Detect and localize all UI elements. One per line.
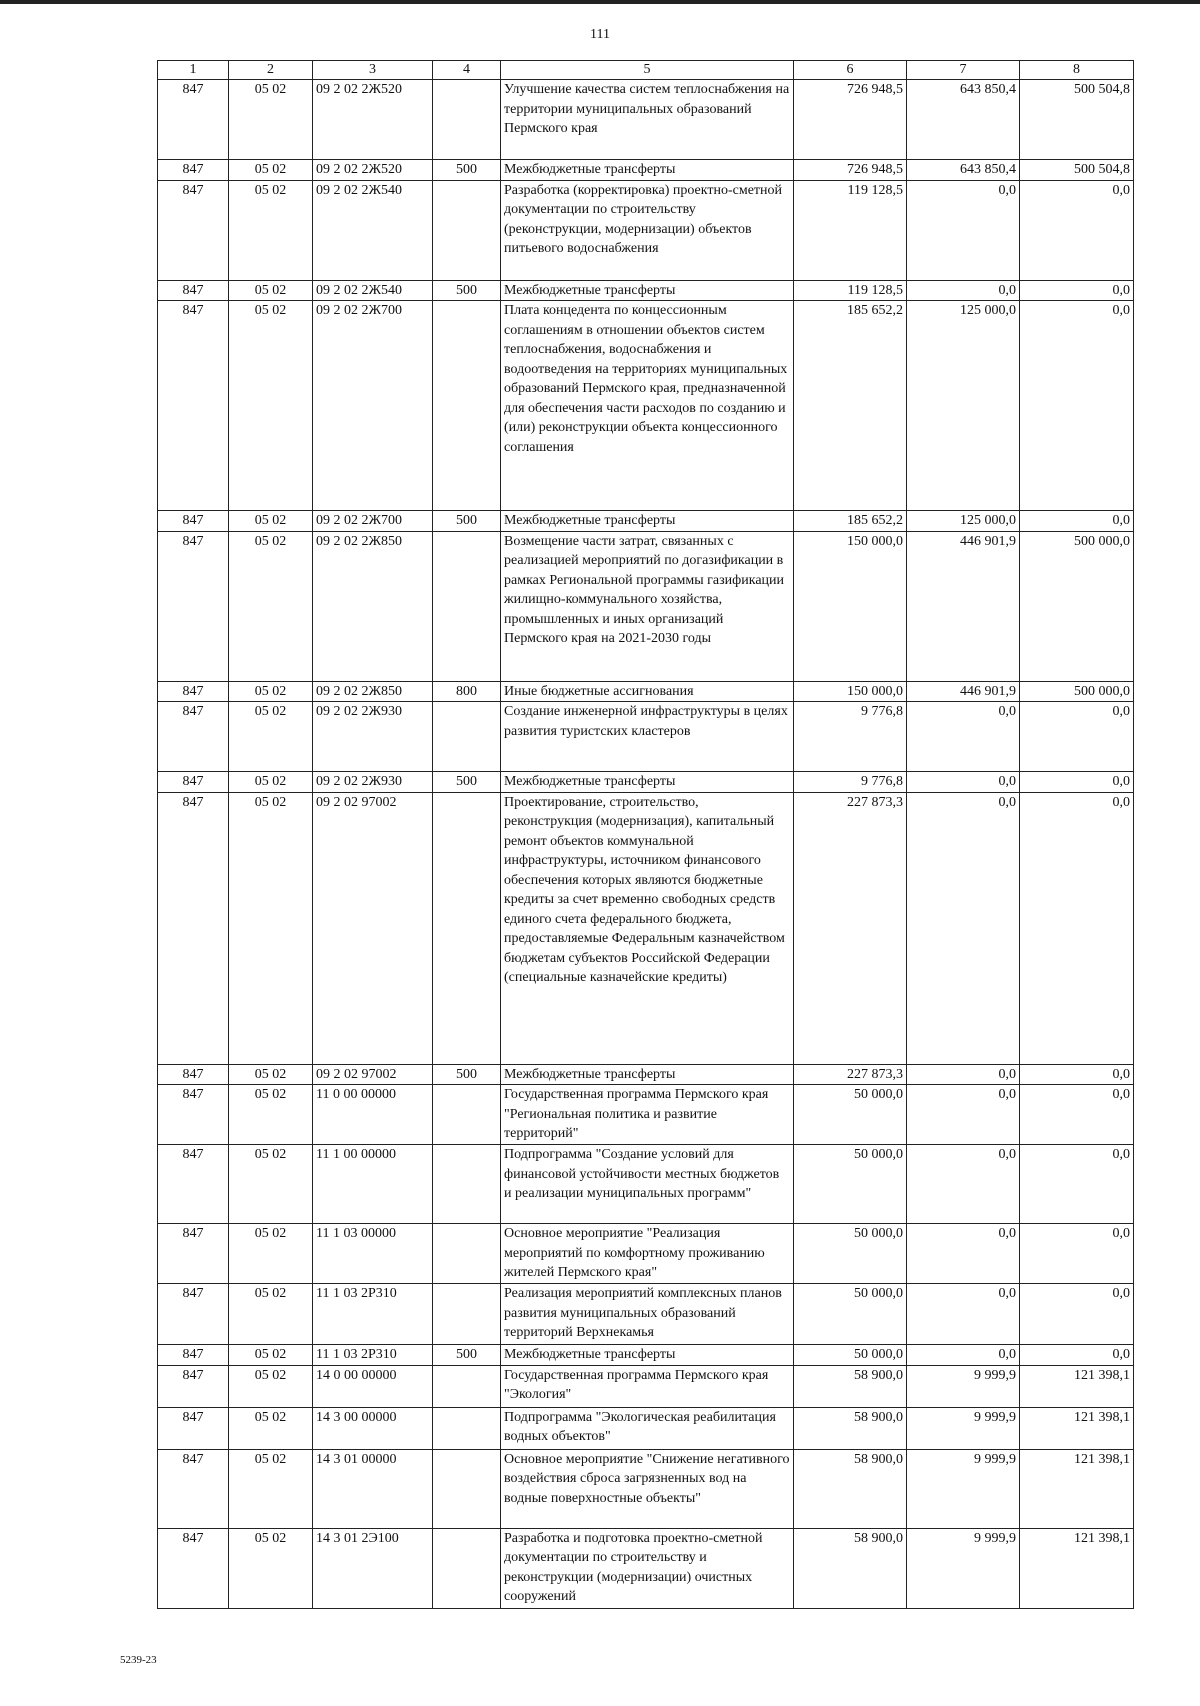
- description-cell: Межбюджетные трансферты: [501, 160, 794, 181]
- chapter-code-cell: 847: [158, 772, 229, 793]
- table-row: [158, 280, 1134, 301]
- amount-cell-col6: 50 000,0: [794, 1224, 907, 1284]
- description-cell: Подпрограмма "Создание условий для финансовой устойчивости местных бюджетов и реализации муниципальных программ": [501, 1145, 794, 1224]
- chapter-code-cell: 847: [158, 180, 229, 280]
- description-cell: Подпрограмма "Экологическая реабилитация водных объектов": [501, 1407, 794, 1449]
- description-cell: Возмещение части затрат, связанных с реализацией мероприятий по догазификации в рамках Региональной программы газификации жилищно-коммунального хозяйства, промышленных и иных организаций Пермского края на 2021-2030 годы: [501, 531, 794, 681]
- amount-cell-col6: 9 776,8: [794, 772, 907, 793]
- amount-cell-col6: 227 873,3: [794, 792, 907, 1064]
- header-cell: 7: [907, 61, 1020, 80]
- amount-cell-col7: 0,0: [907, 180, 1020, 280]
- amount-cell-col8: 0,0: [1020, 180, 1134, 280]
- amount-cell-col7: 125 000,0: [907, 511, 1020, 532]
- table-row: [158, 1145, 1134, 1224]
- amount-cell-col6: 119 128,5: [794, 280, 907, 301]
- table-row: [158, 702, 1134, 772]
- table-row: [158, 160, 1134, 181]
- amount-cell-col7: 125 000,0: [907, 301, 1020, 511]
- amount-cell-col7: 0,0: [907, 1345, 1020, 1366]
- section-code-cell: 05 02: [229, 301, 313, 511]
- amount-cell-col8: 500 000,0: [1020, 531, 1134, 681]
- expense-type-cell: [433, 180, 501, 280]
- amount-cell-col6: 726 948,5: [794, 80, 907, 160]
- amount-cell-col7: 643 850,4: [907, 80, 1020, 160]
- description-cell: Межбюджетные трансферты: [501, 772, 794, 793]
- amount-cell-col7: 0,0: [907, 280, 1020, 301]
- expense-type-cell: [433, 1145, 501, 1224]
- amount-cell-col7: 0,0: [907, 1085, 1020, 1145]
- scan-top-edge: [0, 0, 1200, 4]
- chapter-code-cell: 847: [158, 1345, 229, 1366]
- expense-type-cell: [433, 1449, 501, 1528]
- section-code-cell: 05 02: [229, 772, 313, 793]
- description-cell: Иные бюджетные ассигнования: [501, 681, 794, 702]
- table-row: [158, 792, 1134, 1064]
- section-code-cell: 05 02: [229, 1064, 313, 1085]
- expense-type-cell: [433, 792, 501, 1064]
- amount-cell-col6: 50 000,0: [794, 1284, 907, 1345]
- target-article-cell: 09 2 02 2Ж520: [313, 160, 433, 181]
- expense-type-cell: [433, 1528, 501, 1608]
- section-code-cell: 05 02: [229, 511, 313, 532]
- target-article-cell: 09 2 02 2Ж540: [313, 280, 433, 301]
- expense-type-cell: [433, 80, 501, 160]
- amount-cell-col7: 0,0: [907, 1284, 1020, 1345]
- target-article-cell: 09 2 02 2Ж700: [313, 511, 433, 532]
- chapter-code-cell: 847: [158, 792, 229, 1064]
- amount-cell-col7: 0,0: [907, 1224, 1020, 1284]
- expense-type-cell: [433, 1085, 501, 1145]
- amount-cell-col8: 0,0: [1020, 511, 1134, 532]
- expense-type-cell: [433, 1224, 501, 1284]
- amount-cell-col6: 58 900,0: [794, 1449, 907, 1528]
- header-cell: 5: [501, 61, 794, 80]
- description-cell: Разработка и подготовка проектно-сметной документации по строительству и реконструкции (модернизации) очистных сооружений: [501, 1528, 794, 1608]
- target-article-cell: 11 1 00 00000: [313, 1145, 433, 1224]
- target-article-cell: 09 2 02 2Ж520: [313, 80, 433, 160]
- chapter-code-cell: 847: [158, 702, 229, 772]
- amount-cell-col6: 119 128,5: [794, 180, 907, 280]
- amount-cell-col7: 643 850,4: [907, 160, 1020, 181]
- target-article-cell: 09 2 02 2Ж850: [313, 681, 433, 702]
- amount-cell-col8: 0,0: [1020, 1224, 1134, 1284]
- amount-cell-col6: 150 000,0: [794, 531, 907, 681]
- section-code-cell: 05 02: [229, 1407, 313, 1449]
- header-cell: 2: [229, 61, 313, 80]
- expense-type-cell: [433, 301, 501, 511]
- target-article-cell: 09 2 02 97002: [313, 1064, 433, 1085]
- expense-type-cell: 500: [433, 1064, 501, 1085]
- section-code-cell: 05 02: [229, 1085, 313, 1145]
- chapter-code-cell: 847: [158, 1365, 229, 1407]
- target-article-cell: 14 3 00 00000: [313, 1407, 433, 1449]
- amount-cell-col6: 58 900,0: [794, 1407, 907, 1449]
- target-article-cell: 09 2 02 2Ж540: [313, 180, 433, 280]
- target-article-cell: 09 2 02 2Ж930: [313, 772, 433, 793]
- section-code-cell: 05 02: [229, 80, 313, 160]
- amount-cell-col6: 185 652,2: [794, 511, 907, 532]
- amount-cell-col8: 0,0: [1020, 1284, 1134, 1345]
- amount-cell-col7: 9 999,9: [907, 1449, 1020, 1528]
- section-code-cell: 05 02: [229, 702, 313, 772]
- target-article-cell: 09 2 02 2Ж930: [313, 702, 433, 772]
- table-row: [158, 511, 1134, 532]
- amount-cell-col7: 446 901,9: [907, 681, 1020, 702]
- amount-cell-col6: 58 900,0: [794, 1528, 907, 1608]
- expense-type-cell: [433, 1407, 501, 1449]
- chapter-code-cell: 847: [158, 80, 229, 160]
- table-row: [158, 80, 1134, 160]
- description-cell: Межбюджетные трансферты: [501, 280, 794, 301]
- target-article-cell: 09 2 02 2Ж700: [313, 301, 433, 511]
- description-cell: Улучшение качества систем теплоснабжения на территории муниципальных образований Пермского края: [501, 80, 794, 160]
- amount-cell-col6: 227 873,3: [794, 1064, 907, 1085]
- amount-cell-col6: 58 900,0: [794, 1365, 907, 1407]
- amount-cell-col6: 726 948,5: [794, 160, 907, 181]
- description-cell: Межбюджетные трансферты: [501, 511, 794, 532]
- amount-cell-col8: 0,0: [1020, 280, 1134, 301]
- chapter-code-cell: 847: [158, 160, 229, 181]
- table-row: [158, 772, 1134, 793]
- description-cell: Реализация мероприятий комплексных планов развития муниципальных образований территорий Верхнекамья: [501, 1284, 794, 1345]
- target-article-cell: 09 2 02 2Ж850: [313, 531, 433, 681]
- expense-type-cell: 500: [433, 511, 501, 532]
- description-cell: Межбюджетные трансферты: [501, 1064, 794, 1085]
- chapter-code-cell: 847: [158, 280, 229, 301]
- amount-cell-col7: 0,0: [907, 1064, 1020, 1085]
- amount-cell-col8: 0,0: [1020, 1085, 1134, 1145]
- description-cell: Плата концедента по концессионным соглашениям в отношении объектов систем теплоснабжения, водоснабжения и водоотведения на территориях муниципальных образований Пермского края, предназначенной для обеспечения части расходов по созданию и (или) реконструкции объекта концессионного соглашения: [501, 301, 794, 511]
- budget-table: [157, 60, 1134, 1609]
- section-code-cell: 05 02: [229, 1528, 313, 1608]
- description-cell: Проектирование, строительство, реконструкция (модернизация), капитальный ремонт объектов коммунальной инфраструктуры, источником финансового обеспечения которых являются бюджетные кредиты за счет временно свободных средств единого счета федерального бюджета, предоставляемые Федеральным казначейством бюджетам субъектов Российской Федерации (специальные казначейские кредиты): [501, 792, 794, 1064]
- header-cell: 8: [1020, 61, 1134, 80]
- amount-cell-col7: 0,0: [907, 792, 1020, 1064]
- amount-cell-col8: 0,0: [1020, 1345, 1134, 1366]
- table-row: [158, 180, 1134, 280]
- chapter-code-cell: 847: [158, 1085, 229, 1145]
- expense-type-cell: [433, 1365, 501, 1407]
- footer-code: 5239-23: [120, 1654, 157, 1666]
- section-code-cell: 05 02: [229, 1449, 313, 1528]
- header-cell: 1: [158, 61, 229, 80]
- table-row: [158, 1284, 1134, 1345]
- section-code-cell: 05 02: [229, 1284, 313, 1345]
- table-row: [158, 301, 1134, 511]
- chapter-code-cell: 847: [158, 1224, 229, 1284]
- target-article-cell: 11 1 03 2Р310: [313, 1345, 433, 1366]
- description-cell: Государственная программа Пермского края "Экология": [501, 1365, 794, 1407]
- table-row: [158, 1085, 1134, 1145]
- header-row: [158, 61, 1134, 80]
- header-cell: 6: [794, 61, 907, 80]
- section-code-cell: 05 02: [229, 160, 313, 181]
- target-article-cell: 14 0 00 00000: [313, 1365, 433, 1407]
- expense-type-cell: 800: [433, 681, 501, 702]
- amount-cell-col8: 121 398,1: [1020, 1407, 1134, 1449]
- amount-cell-col7: 0,0: [907, 702, 1020, 772]
- description-cell: Государственная программа Пермского края "Региональная политика и развитие территорий": [501, 1085, 794, 1145]
- table-row: [158, 1365, 1134, 1407]
- amount-cell-col6: 50 000,0: [794, 1345, 907, 1366]
- description-cell: Основное мероприятие "Реализация мероприятий по комфортному проживанию жителей Пермского края": [501, 1224, 794, 1284]
- expense-type-cell: 500: [433, 280, 501, 301]
- target-article-cell: 11 1 03 2Р310: [313, 1284, 433, 1345]
- expense-type-cell: 500: [433, 772, 501, 793]
- section-code-cell: 05 02: [229, 1145, 313, 1224]
- amount-cell-col7: 0,0: [907, 1145, 1020, 1224]
- expense-type-cell: 500: [433, 1345, 501, 1366]
- chapter-code-cell: 847: [158, 531, 229, 681]
- target-article-cell: 14 3 01 00000: [313, 1449, 433, 1528]
- description-cell: Основное мероприятие "Снижение негативного воздействия сброса загрязненных вод на водные поверхностные объекты": [501, 1449, 794, 1528]
- amount-cell-col7: 9 999,9: [907, 1407, 1020, 1449]
- chapter-code-cell: 847: [158, 511, 229, 532]
- chapter-code-cell: 847: [158, 1407, 229, 1449]
- amount-cell-col7: 446 901,9: [907, 531, 1020, 681]
- amount-cell-col8: 121 398,1: [1020, 1528, 1134, 1608]
- chapter-code-cell: 847: [158, 301, 229, 511]
- table-body: [158, 80, 1134, 1609]
- section-code-cell: 05 02: [229, 180, 313, 280]
- amount-cell-col8: 0,0: [1020, 702, 1134, 772]
- amount-cell-col8: 121 398,1: [1020, 1365, 1134, 1407]
- amount-cell-col8: 500 504,8: [1020, 80, 1134, 160]
- table-row: [158, 1407, 1134, 1449]
- section-code-cell: 05 02: [229, 1345, 313, 1366]
- description-cell: Разработка (корректировка) проектно-сметной документации по строительству (реконструкции, модернизации) объектов питьевого водоснабжения: [501, 180, 794, 280]
- description-cell: Создание инженерной инфраструктуры в целях развития туристских кластеров: [501, 702, 794, 772]
- section-code-cell: 05 02: [229, 1224, 313, 1284]
- chapter-code-cell: 847: [158, 1064, 229, 1085]
- target-article-cell: 11 1 03 00000: [313, 1224, 433, 1284]
- table-row: [158, 1345, 1134, 1366]
- amount-cell-col6: 150 000,0: [794, 681, 907, 702]
- section-code-cell: 05 02: [229, 681, 313, 702]
- amount-cell-col8: 0,0: [1020, 1145, 1134, 1224]
- table-row: [158, 1224, 1134, 1284]
- chapter-code-cell: 847: [158, 1528, 229, 1608]
- target-article-cell: 14 3 01 2Э100: [313, 1528, 433, 1608]
- table-row: [158, 1064, 1134, 1085]
- amount-cell-col6: 9 776,8: [794, 702, 907, 772]
- section-code-cell: 05 02: [229, 792, 313, 1064]
- amount-cell-col8: 500 504,8: [1020, 160, 1134, 181]
- amount-cell-col8: 0,0: [1020, 301, 1134, 511]
- chapter-code-cell: 847: [158, 1284, 229, 1345]
- amount-cell-col7: 9 999,9: [907, 1528, 1020, 1608]
- description-cell: Межбюджетные трансферты: [501, 1345, 794, 1366]
- table-row: [158, 531, 1134, 681]
- chapter-code-cell: 847: [158, 681, 229, 702]
- amount-cell-col8: 0,0: [1020, 772, 1134, 793]
- amount-cell-col8: 500 000,0: [1020, 681, 1134, 702]
- expense-type-cell: [433, 531, 501, 681]
- amount-cell-col6: 185 652,2: [794, 301, 907, 511]
- expense-type-cell: [433, 702, 501, 772]
- amount-cell-col8: 121 398,1: [1020, 1449, 1134, 1528]
- amount-cell-col8: 0,0: [1020, 792, 1134, 1064]
- chapter-code-cell: 847: [158, 1145, 229, 1224]
- amount-cell-col6: 50 000,0: [794, 1085, 907, 1145]
- target-article-cell: 09 2 02 97002: [313, 792, 433, 1064]
- amount-cell-col7: 9 999,9: [907, 1365, 1020, 1407]
- table-row: [158, 1528, 1134, 1608]
- section-code-cell: 05 02: [229, 280, 313, 301]
- header-cell: 3: [313, 61, 433, 80]
- section-code-cell: 05 02: [229, 531, 313, 681]
- header-cell: 4: [433, 61, 501, 80]
- chapter-code-cell: 847: [158, 1449, 229, 1528]
- expense-type-cell: [433, 1284, 501, 1345]
- target-article-cell: 11 0 00 00000: [313, 1085, 433, 1145]
- amount-cell-col7: 0,0: [907, 772, 1020, 793]
- amount-cell-col6: 50 000,0: [794, 1145, 907, 1224]
- section-code-cell: 05 02: [229, 1365, 313, 1407]
- amount-cell-col8: 0,0: [1020, 1064, 1134, 1085]
- expense-type-cell: 500: [433, 160, 501, 181]
- table-row: [158, 1449, 1134, 1528]
- page-number: 111: [590, 27, 610, 42]
- table-row: [158, 681, 1134, 702]
